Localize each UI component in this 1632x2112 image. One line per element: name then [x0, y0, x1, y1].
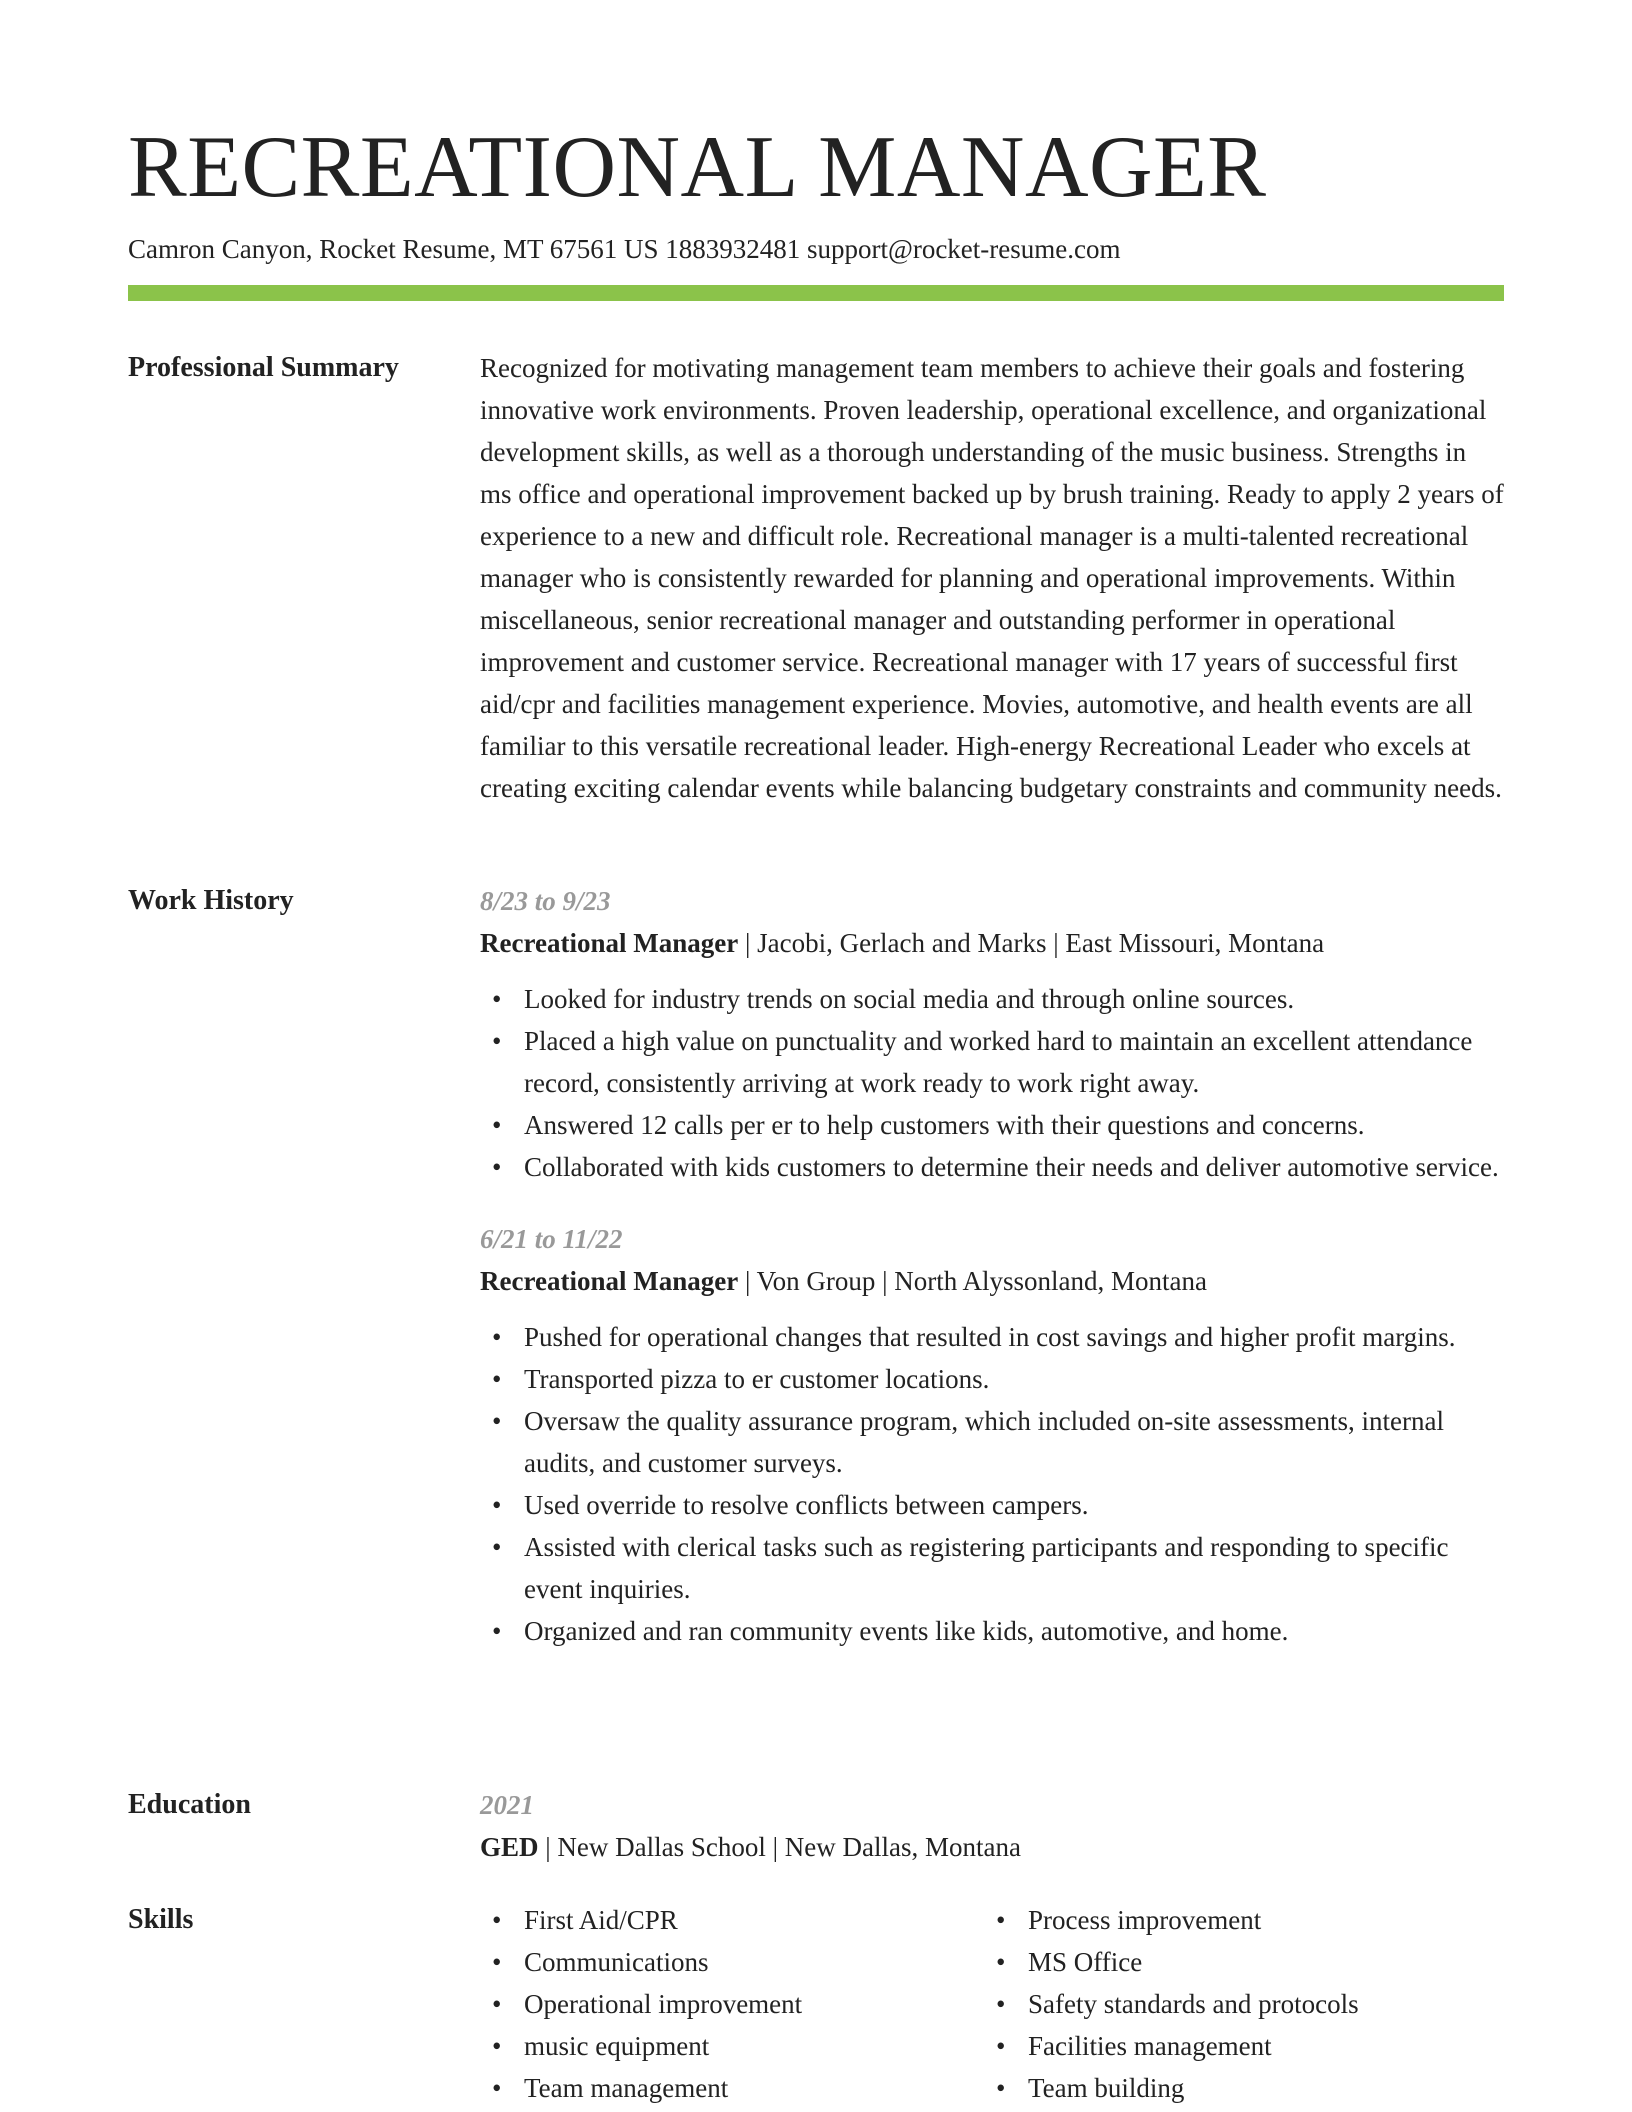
- work-history-heading: Work History: [128, 885, 294, 916]
- job-bullet: • Transported pizza to er customer locations.: [480, 1358, 1504, 1400]
- education-heading: Education: [128, 1789, 251, 1820]
- job-title: Recreational Manager: [480, 928, 739, 958]
- skill-item: • Facilities management: [984, 2025, 1488, 2067]
- summary-heading: Professional Summary: [128, 352, 399, 383]
- job-entry: [480, 880, 1504, 1188]
- job-title-line: [480, 922, 1504, 964]
- job-dates: 8/23 to 9/23: [480, 886, 611, 916]
- skill-item: • Process improvement: [984, 1899, 1488, 1941]
- summary-text: Recognized for motivating management team members to achieve their goals and fostering innovative work environments. Proven leadership, operational excellence, and organizational development skills, as well as a thorough understanding of the music business. Strengths in ms office and operational improvement backed up by brush training. Ready to apply 2 years of experience to a new and difficult role. Recreational manager is a multi-talented recreational manager who is consistently rewarded for planning and operational improvements. Within miscellaneous, senior recreational manager and outstanding performer in operational improvement and customer service. Recreational manager with 17 years of successful first aid/cpr and facilities management experience. Movies, automotive, and health events are all familiar to this versatile recreational leader. High-energy Recreational Leader who excels at creating exciting calendar events while balancing budgetary constraints and community needs.: [480, 353, 1504, 803]
- job-dates: 6/21 to 11/22: [480, 1224, 623, 1254]
- skill-item: • music equipment: [480, 2025, 984, 2067]
- skill-item: • Operational improvement: [480, 1983, 984, 2025]
- job-bullet: • Answered 12 calls per er to help customers with their questions and concerns.: [480, 1104, 1504, 1146]
- skills-grid: [480, 1899, 1504, 2109]
- education-details: | New Dallas School | New Dallas, Montana: [538, 1832, 1021, 1862]
- work-history-body: [480, 880, 1504, 1652]
- job-bullet: • Pushed for operational changes that resulted in cost savings and higher profit margins.: [480, 1316, 1504, 1358]
- skill-item: • First Aid/CPR: [480, 1899, 984, 1941]
- skills-column-left: [480, 1899, 984, 2109]
- education-line: [480, 1826, 1504, 1868]
- contact-info: Camron Canyon, Rocket Resume, MT 67561 US 1883932481 support@rocket-resume.com: [128, 234, 1121, 264]
- job-bullet: • Placed a high value on punctuality and worked hard to maintain an excellent attendance record, consistently arriving at work ready to work right away.: [480, 1020, 1504, 1104]
- skills-column-right: [984, 1899, 1488, 2109]
- job-bullet: • Used override to resolve conflicts between campers.: [480, 1484, 1504, 1526]
- education-body: [480, 1784, 1504, 1868]
- job-details: | Jacobi, Gerlach and Marks | East Missouri, Montana: [738, 928, 1325, 958]
- skill-item: • Safety standards and protocols: [984, 1983, 1488, 2025]
- skill-item: • Team management: [480, 2067, 984, 2109]
- skill-item: • MS Office: [984, 1941, 1488, 1983]
- job-bullets: [480, 978, 1504, 1188]
- job-details: | Von Group | North Alyssonland, Montana: [738, 1266, 1207, 1296]
- job-bullet: • Collaborated with kids customers to determine their needs and deliver automotive service.: [480, 1146, 1504, 1188]
- education-degree: GED: [480, 1832, 539, 1862]
- education-year: 2021: [480, 1790, 534, 1820]
- skill-item: • Communications: [480, 1941, 984, 1983]
- skill-item: • Team building: [984, 2067, 1488, 2109]
- skills-body: [480, 1899, 1504, 2109]
- job-bullet: • Organized and ran community events like kids, automotive, and home.: [480, 1610, 1504, 1652]
- skills-heading: Skills: [128, 1904, 194, 1935]
- job-title-line: [480, 1260, 1504, 1302]
- job-bullet: • Assisted with clerical tasks such as registering participants and responding to specific event inquiries.: [480, 1526, 1504, 1610]
- job-title: Recreational Manager: [480, 1266, 739, 1296]
- job-bullet: • Looked for industry trends on social media and through online sources.: [480, 978, 1504, 1020]
- header-divider: [128, 285, 1504, 301]
- job-bullets: [480, 1316, 1504, 1652]
- job-entry: [480, 1218, 1504, 1652]
- summary-body: [480, 347, 1504, 809]
- resume-title: RECREATIONAL MANAGER: [128, 119, 1267, 216]
- job-bullet: • Oversaw the quality assurance program, which included on-site assessments, internal audits, and customer surveys.: [480, 1400, 1504, 1484]
